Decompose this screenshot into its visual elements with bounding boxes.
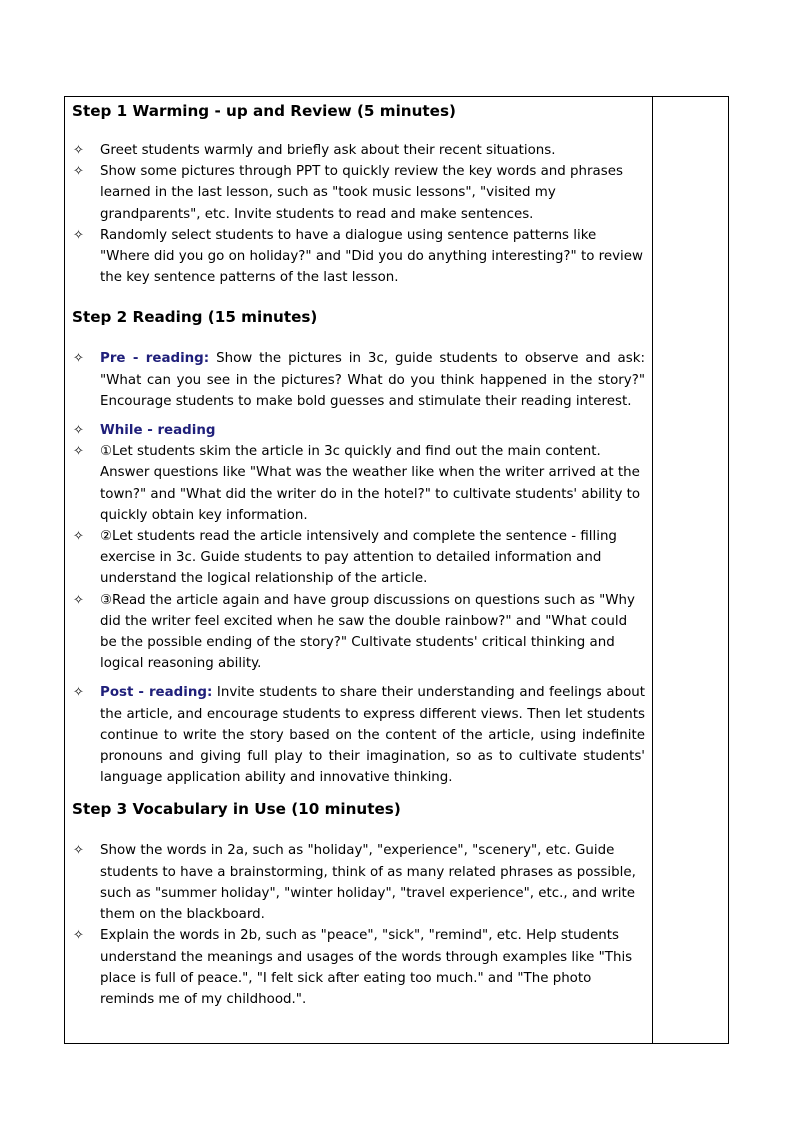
step3-item-text: Show the words in 2a, such as "holiday", "experience", "scenery", etc. Guide students to have a brainstorming, think of as many related phrases as possible, such as "summer holiday", "winter holiday", "travel experience", etc., and write them on the blackboard.	[100, 843, 636, 923]
lesson-plan-table	[64, 96, 729, 1044]
while-reading-subitem-text: ①Let students skim the article in 3c quickly and find out the main content. Answer questions like "What was the weather like when the writer arrived at the town?" and "What did the writer do in the hotel?" to cultivate students' ability to quickly obtain key information.	[100, 444, 641, 523]
diamond-bullet-icon: ✧	[73, 685, 84, 701]
step3-item	[72, 840, 645, 925]
diamond-bullet-icon: ✧	[73, 164, 84, 180]
step1-item-text: Randomly select students to have a dialogue using sentence patterns like "Where did you go on holiday?" and "Did you do anything interesting?" to review the key sentence patterns of the last lesson.	[100, 227, 643, 286]
step1-item	[72, 161, 645, 225]
lesson-content-cell	[72, 100, 645, 1010]
column-divider	[652, 97, 653, 1043]
step3-heading: Step 3 Vocabulary in Use (10 minutes)	[72, 800, 401, 819]
diamond-bullet-icon: ✧	[73, 529, 84, 545]
step1-item	[72, 225, 645, 289]
pre-reading-label: Pre - reading:	[100, 351, 210, 367]
while-reading-subitem	[72, 526, 645, 590]
step3-item	[72, 925, 645, 1010]
diamond-bullet-icon: ✧	[73, 444, 84, 460]
step2-heading: Step 2 Reading (15 minutes)	[72, 308, 318, 327]
step1-item-text: Greet students warmly and briefly ask about their recent situations.	[100, 143, 556, 158]
step3-item-text: Explain the words in 2b, such as "peace", "sick", "remind", etc. Help students understand the meanings and usages of the words through examples like "This place is full of peace.", "I felt sick after eating too much." and "The photo reminds me of my childhood.".	[100, 928, 633, 1007]
diamond-bullet-icon: ✧	[73, 592, 84, 608]
while-reading-subitem	[72, 441, 645, 526]
diamond-bullet-icon: ✧	[73, 843, 84, 859]
diamond-bullet-icon: ✧	[73, 227, 84, 243]
post-reading-text: Invite students to share their understanding and feelings about the article, and encourage students to express different views. Then let students continue to write the story based on the content of the article, using indefinite pronouns and giving full play to their imagination, so as to cultivate students' language application ability and innovative thinking.	[100, 685, 645, 786]
while-reading-label: While - reading	[100, 423, 216, 439]
while-reading-item	[72, 420, 645, 441]
while-reading-subitem-text: ②Let students read the article intensively and complete the sentence - filling exercise in 3c. Guide students to pay attention to detailed information and understand the logical relationship of the article.	[100, 529, 617, 587]
pre-reading-item	[72, 348, 645, 412]
diamond-bullet-icon: ✧	[73, 351, 84, 367]
step1-heading: Step 1 Warming - up and Review (5 minutes)	[72, 102, 456, 120]
diamond-bullet-icon: ✧	[73, 143, 84, 158]
while-reading-subitem	[72, 590, 645, 675]
post-reading-label: Post - reading:	[100, 685, 213, 701]
diamond-bullet-icon: ✧	[73, 423, 84, 439]
diamond-bullet-icon: ✧	[73, 928, 84, 944]
while-reading-subitem-text: ③Read the article again and have group discussions on questions such as "Why did the writer feel excited when he saw the double rainbow?" and "What could be the possible ending of the story?" Cultivate students' critical thinking and logical reasoning ability.	[100, 592, 635, 672]
step1-item	[72, 140, 645, 161]
pre-reading-text: Show the pictures in 3c, guide students to observe and ask: "What can you see in the pictures? What do you think happened in the story?" Encourage students to make bold guesses and stimulate their reading interest.	[100, 351, 645, 409]
post-reading-item	[72, 682, 645, 788]
step1-item-text: Show some pictures through PPT to quickly review the key words and phrases learned in the last lesson, such as "took music lessons", "visited my grandparents", etc. Invite students to read and make sentences.	[100, 164, 623, 222]
